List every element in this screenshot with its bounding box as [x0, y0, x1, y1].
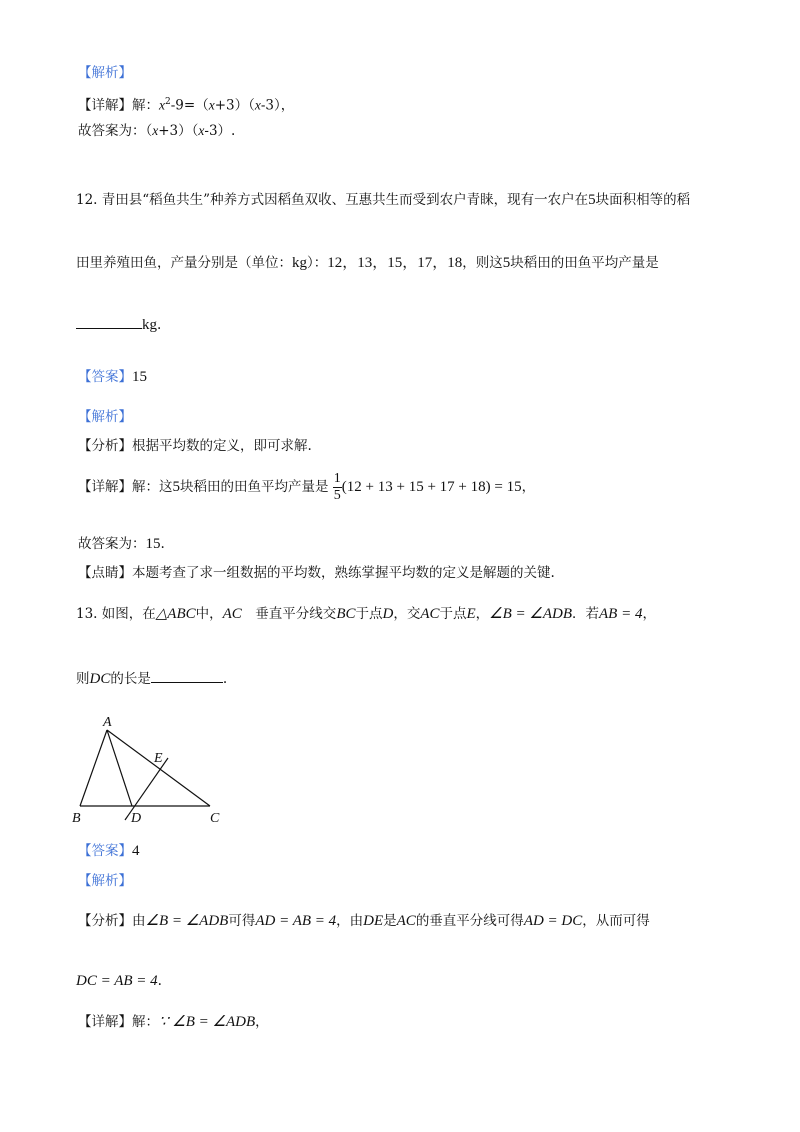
q12-text: 故答案为：: [78, 536, 146, 552]
answer-text: -3）.: [204, 123, 236, 139]
q12-unit: kg: [142, 317, 157, 333]
q13-text: 则: [76, 671, 90, 687]
q13-text: 的垂直平分线可得: [415, 913, 524, 929]
q12-text: 块面积相等的稻: [595, 192, 691, 208]
answer-blank: [151, 668, 223, 683]
q13-text: ，交: [393, 606, 421, 622]
expr-part: -3），: [260, 97, 295, 114]
q13-text: 于点: [355, 606, 383, 622]
analysis-label: 【解析】: [78, 65, 132, 81]
q13-text: 可得: [228, 913, 256, 929]
analysis-label: 【解析】: [78, 873, 132, 889]
label-e: E: [154, 751, 163, 766]
math-de: DE: [363, 913, 384, 929]
var-x: x: [254, 97, 261, 113]
math-tri: △ABC: [155, 606, 196, 622]
q13-text: 【分析】由: [78, 913, 146, 929]
math-angle-eq: ∠B = ∠ADB: [489, 606, 573, 622]
math-ad-eq: AD = AB = 4: [255, 913, 337, 929]
segment-ad: [107, 730, 132, 806]
q12-number: 5: [588, 192, 596, 208]
q13-answer: [78, 842, 140, 860]
math-ab-eq: AB = 4: [599, 606, 643, 622]
var-x: x: [159, 97, 165, 113]
q13-text: ．若: [572, 606, 600, 622]
q13-text: 于点: [439, 606, 467, 622]
q13-text: 垂直平分线交: [241, 606, 337, 622]
fraction: [333, 471, 342, 504]
math-because: ∵ ∠B = ∠ADB: [159, 1014, 256, 1030]
label-d: D: [131, 811, 142, 826]
q13-text: ，由: [336, 913, 364, 929]
q12-text: 【详解】解：这: [78, 479, 173, 495]
triangle-figure: [70, 710, 240, 828]
q12-values: 12，13，15，17，18: [327, 255, 463, 271]
expr-part: +3）（: [214, 97, 255, 114]
analysis-label: 【解析】: [78, 409, 132, 425]
q12-text: ）：: [307, 255, 328, 271]
q13-text: 是: [383, 913, 397, 929]
q12-text: ，则这: [462, 255, 503, 271]
label-b: B: [72, 811, 81, 826]
q12-line1: [76, 191, 690, 209]
q13-text: .: [222, 671, 228, 687]
q13-text: ，: [255, 1014, 269, 1030]
q13-line2: [76, 668, 227, 688]
q12-number: 5: [502, 255, 511, 271]
segment-ac: [107, 730, 210, 806]
math-dc: DC: [89, 671, 111, 687]
segment-ab: [80, 730, 107, 806]
math-ac: AC: [420, 606, 440, 622]
q12-text: ，: [521, 479, 536, 495]
q13-line1: [76, 605, 656, 623]
q12-text: 块稻田的田鱼平均产量是: [180, 479, 329, 495]
q12-number: 5: [172, 479, 180, 495]
q13-detail: [78, 1013, 269, 1031]
answer-value: 15: [132, 369, 147, 385]
q12-number: 15: [145, 536, 161, 552]
var-x: x: [198, 123, 205, 138]
math-ac: AC: [396, 913, 416, 929]
var-x: x: [208, 97, 215, 113]
q12-text: 块稻田的田鱼平均产量是: [510, 255, 659, 271]
fraction-numerator: 1: [333, 471, 341, 486]
q12-unit: kg: [292, 255, 307, 271]
q13-text: 的长是: [110, 671, 151, 687]
math-dc-eq: DC = AB = 4: [76, 973, 158, 989]
q12-text: 12. 青田县“稻鱼共生”种养方式因稻鱼双收、互惠共生而受到农户青睐，现有一农户在: [76, 192, 589, 208]
q12-fenxi: 【分析】根据平均数的定义，即可求解.: [78, 438, 312, 454]
answer-blank: [76, 314, 142, 329]
q12-detail: [78, 470, 535, 504]
q12-text: .: [157, 317, 162, 333]
q13-fenxi: [78, 912, 650, 930]
answer-label: 【答案】: [78, 843, 132, 859]
answer-line: [78, 122, 235, 140]
answer-value: 4: [132, 843, 140, 859]
math-bc: BC: [336, 606, 356, 622]
detail-line: [78, 93, 294, 115]
detail-label: 【详解】解：: [78, 97, 159, 114]
math-ad-dc: AD = DC: [523, 913, 583, 929]
fraction-denominator: 5: [333, 488, 341, 503]
math-ac: AC: [222, 606, 242, 622]
q12-answer: [78, 368, 147, 386]
q13-text: 13. 如图，在: [76, 606, 156, 622]
math-d: D: [382, 606, 394, 622]
label-c: C: [210, 811, 220, 826]
q12-line3: [76, 314, 161, 334]
q12-line2: [76, 254, 659, 272]
q12-text: .: [160, 536, 165, 552]
q12-dianjing: 【点睛】本题考查了求一组数据的平均数，熟练掌握平均数的定义是解题的关键.: [78, 565, 555, 581]
answer-text: +3）（: [158, 123, 199, 139]
math-angle-eq: ∠B = ∠ADB: [145, 913, 229, 929]
sum-expression: (12 + 13 + 15 + 17 + 18) = 15: [341, 479, 522, 495]
q13-text: 中，: [195, 606, 223, 622]
q13-text: ，: [475, 606, 490, 622]
q13-text: .: [157, 973, 162, 989]
math-e: E: [466, 606, 476, 622]
label-a: A: [103, 715, 112, 730]
expr-part: -9=（: [170, 97, 209, 114]
q12-text: 田里养殖田鱼，产量分别是（单位：: [76, 255, 292, 271]
var-x: x: [152, 123, 159, 138]
q13-text: ，: [642, 606, 656, 622]
answer-text: 故答案为：（: [78, 123, 153, 139]
exponent: 2: [165, 97, 171, 107]
q12-final: [78, 535, 165, 553]
q13-text: ，从而可得: [582, 913, 650, 929]
answer-label: 【答案】: [78, 369, 132, 385]
q13-fenxi-line2: [76, 972, 162, 990]
detail-label: 【详解】解：: [78, 1014, 159, 1030]
